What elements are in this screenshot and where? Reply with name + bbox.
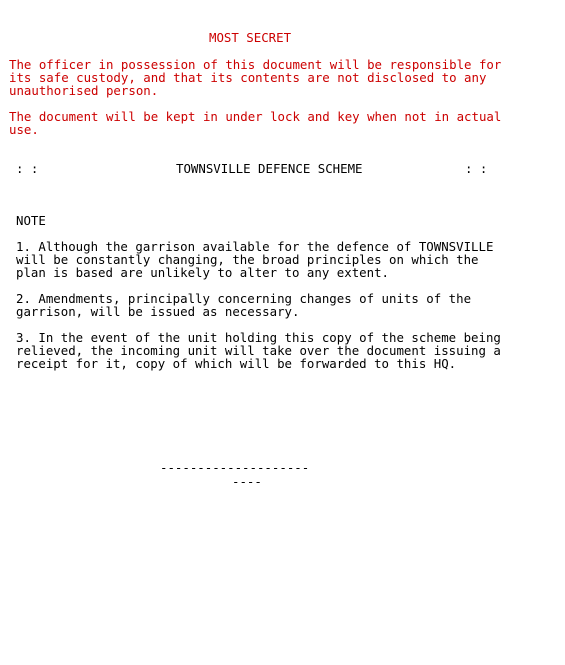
paragraph-line: receipt for it, copy of which will be forwarded to this HQ. [16, 356, 457, 371]
title-right-marker: : : [465, 161, 488, 176]
paragraph-line: will be constantly changing, the broad principles on which the [16, 252, 479, 267]
title-left-marker: : : [16, 161, 39, 176]
paragraph-line: 3. In the event of the unit holding this copy of the scheme being [16, 330, 501, 345]
paragraph-line: plan is based are unlikely to alter to any extent. [16, 265, 389, 280]
end-rule-long: -------------------- [160, 460, 310, 475]
storage-warning-line: The document will be kept in under lock and key when not in actual [9, 109, 502, 124]
note-heading: NOTE [16, 213, 46, 228]
custody-warning [9, 58, 549, 97]
note-paragraph-1 [16, 240, 546, 279]
classification-marking: MOST SECRET [209, 30, 292, 45]
paragraph-line: garrison, will be issued as necessary. [16, 304, 300, 319]
paragraph-line: relieved, the incoming unit will take over the document issuing a [16, 343, 501, 358]
custody-warning-line: The officer in possession of this document will be responsible for [9, 57, 502, 72]
end-rule-short: ---- [232, 474, 262, 489]
storage-warning-line: use. [9, 122, 39, 137]
custody-warning-line: its safe custody, and that its contents are not disclosed to any [9, 70, 487, 85]
note-paragraph-2 [16, 292, 546, 318]
note-paragraph-3 [16, 331, 551, 370]
storage-warning [9, 110, 549, 136]
paragraph-line: 1. Although the garrison available for the defence of TOWNSVILLE [16, 239, 494, 254]
document-title: TOWNSVILLE DEFENCE SCHEME [176, 161, 363, 176]
custody-warning-line: unauthorised person. [9, 83, 159, 98]
paragraph-line: 2. Amendments, principally concerning changes of units of the [16, 291, 472, 306]
